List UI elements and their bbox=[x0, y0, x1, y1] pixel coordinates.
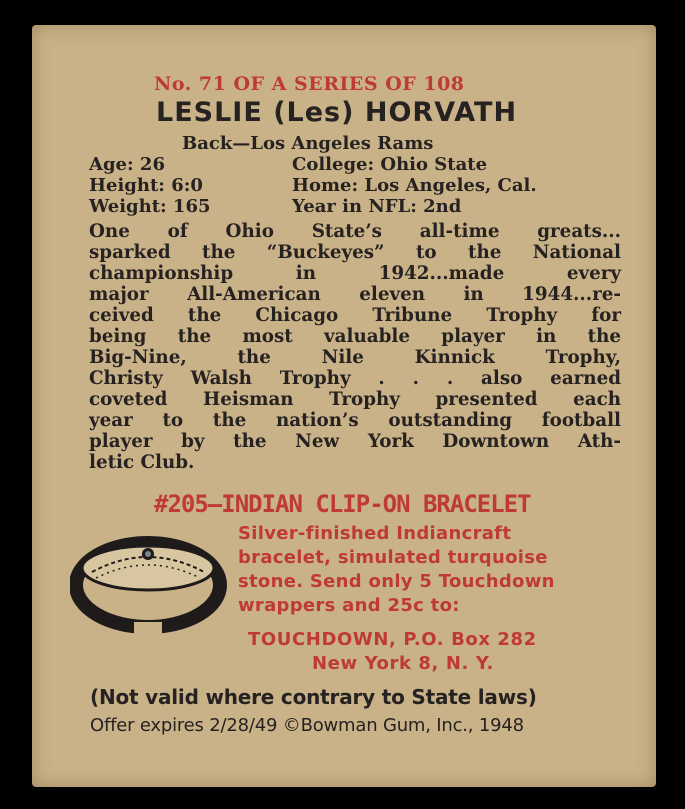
offer-expiration: Offer expires 2/28/49 ©Bowman Gum, Inc., 1948 bbox=[90, 715, 524, 736]
trading-card-back bbox=[32, 25, 656, 787]
bio-line: letic Club. bbox=[89, 452, 195, 473]
stat-college: College: Ohio State bbox=[292, 154, 488, 175]
stat-height: Height: 6:0 bbox=[89, 175, 203, 196]
bio-line: Big-Nine, the Nile Kinnick Trophy, bbox=[89, 347, 621, 368]
premium-desc-line: stone. Send only 5 Touchdown bbox=[238, 571, 555, 592]
premium-desc-line: bracelet, simulated turquoise bbox=[238, 547, 548, 568]
premium-title: #205—INDIAN CLIP-ON BRACELET bbox=[154, 490, 531, 518]
mailing-address-line: TOUCHDOWN, P.O. Box 282 bbox=[248, 629, 537, 650]
bio-line: player by the New York Downtown Ath- bbox=[89, 431, 621, 452]
player-name: LESLIE (Les) HORVATH bbox=[156, 97, 518, 128]
mailing-address-line: New York 8, N. Y. bbox=[312, 653, 494, 674]
legal-notice: (Not valid where contrary to State laws) bbox=[90, 685, 537, 709]
bio-line: Christy Walsh Trophy . . . also earned bbox=[89, 368, 621, 389]
premium-desc-line: Silver-finished Indiancraft bbox=[238, 523, 512, 544]
stat-weight: Weight: 165 bbox=[89, 196, 211, 217]
bio-line: championship in 1942...made every bbox=[89, 263, 621, 284]
stat-home: Home: Los Angeles, Cal. bbox=[292, 175, 537, 196]
bracelet-illustration bbox=[70, 530, 230, 650]
bio-line: being the most valuable player in the bbox=[89, 326, 621, 347]
premium-desc-line: wrappers and 25c to: bbox=[238, 595, 460, 616]
bio-line: major All-American eleven in 1944...re- bbox=[89, 284, 621, 305]
bio-line: One of Ohio State’s all-time greats... bbox=[89, 221, 621, 242]
bio-line: sparked the “Buckeyes” to the National bbox=[89, 242, 621, 263]
stat-year: Year in NFL: 2nd bbox=[292, 196, 462, 217]
player-bio bbox=[89, 221, 621, 473]
stat-age: Age: 26 bbox=[89, 154, 165, 175]
series-number: No. 71 OF A SERIES OF 108 bbox=[154, 73, 465, 95]
bio-line: year to the nation’s outstanding football bbox=[89, 410, 621, 431]
bio-line: ceived the Chicago Tribune Trophy for bbox=[89, 305, 621, 326]
bio-line: coveted Heisman Trophy presented each bbox=[89, 389, 621, 410]
position-team: Back—Los Angeles Rams bbox=[182, 133, 434, 154]
